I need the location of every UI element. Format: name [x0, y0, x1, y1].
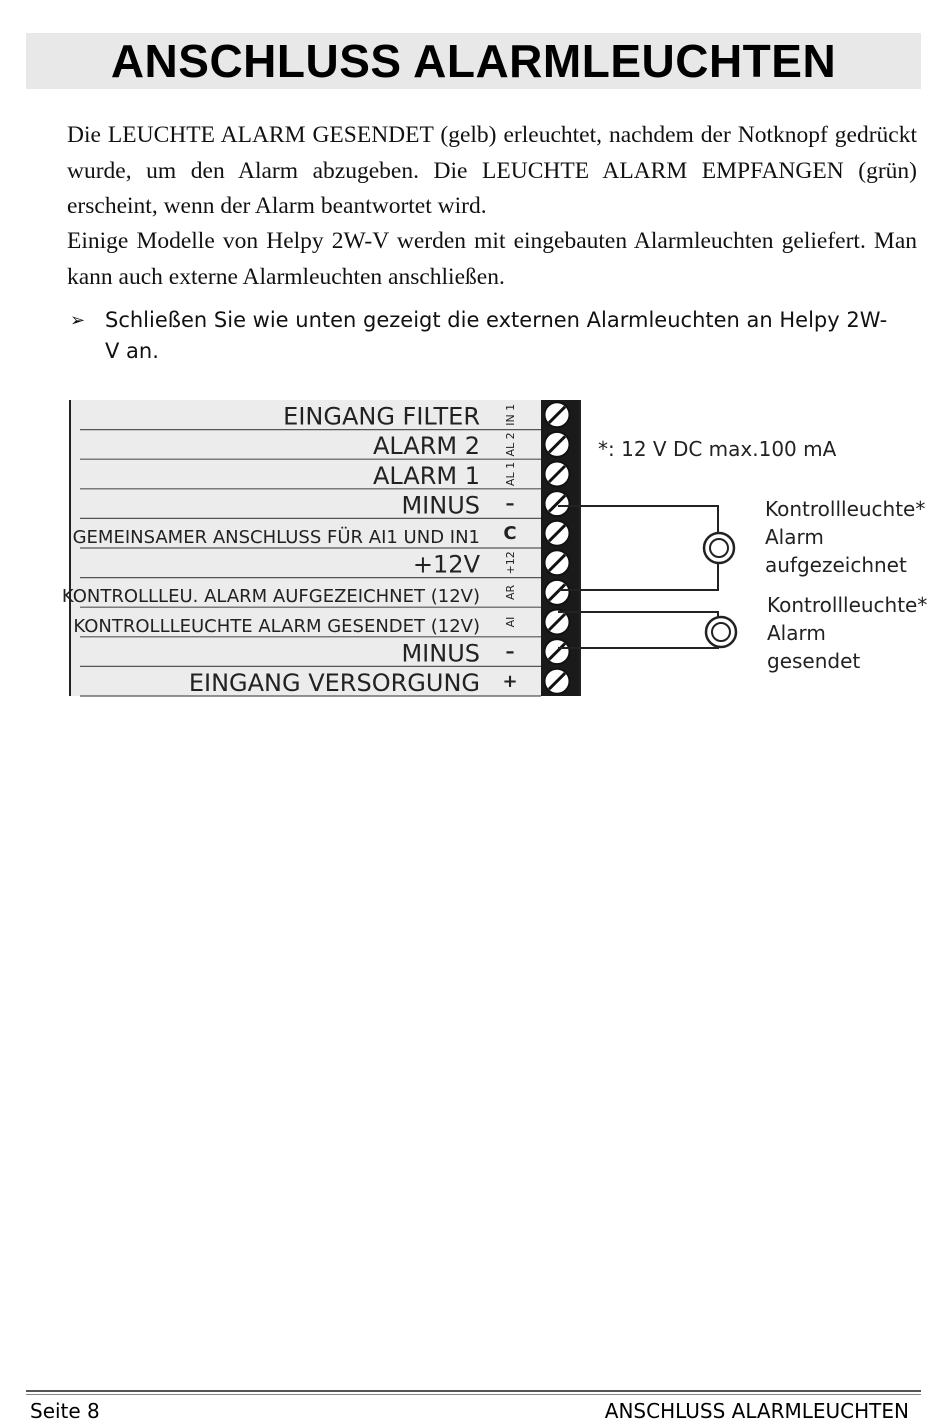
paragraph-1: Die LEUCHTE ALARM GESENDET (gelb) erleuchtet, nachdem der Notknopf gedrückt wurde, um den Alarm abzugeben. Die LEUCHTE ALARM EMPFANGEN (grün) erscheint, wenn der Alarm beantwortet wird.	[67, 122, 917, 219]
screw-terminal-icon	[545, 550, 570, 575]
terminal-label: MINUS	[401, 639, 480, 668]
screw-terminal-icon	[545, 432, 570, 457]
terminal-label: +12V	[412, 550, 480, 579]
screw-terminal-icon	[545, 491, 570, 516]
screw-terminal-icon	[545, 669, 570, 694]
terminal-label: GEMEINSAMER ANSCHLUSS FÜR AI1 UND IN1	[72, 527, 480, 548]
voltage-note: *: 12 V DC max.100 mA	[598, 437, 837, 461]
lamp-recorded-label	[765, 497, 925, 577]
terminal-block	[62, 400, 580, 697]
terminal-code: IN 1	[504, 403, 517, 426]
page-title: ANSCHLUSS ALARMLEUCHTEN	[110, 35, 837, 87]
screw-terminal-icon	[545, 462, 570, 487]
screw-terminal-icon	[545, 580, 570, 605]
screw-terminal-icon	[545, 639, 570, 664]
screw-terminal-icon	[545, 402, 570, 427]
instruction-bullet	[70, 305, 900, 367]
screw-terminal-icon	[545, 521, 570, 546]
terminal-code: AI	[504, 616, 517, 628]
terminal-label: EINGANG FILTER	[283, 402, 480, 431]
lamp-sent-label	[767, 593, 927, 673]
terminal-label: KONTROLLLEUCHTE ALARM GESENDET (12V)	[73, 615, 480, 637]
lamp-recorded-line-2: Alarm	[765, 525, 824, 549]
terminal-code: +12	[504, 551, 517, 575]
lamp-recorded-line-3: aufgezeichnet	[765, 553, 907, 577]
terminal-label: MINUS	[401, 491, 480, 520]
terminal-label: ALARM 2	[372, 432, 480, 461]
terminal-code: +	[502, 671, 518, 693]
title-bar	[26, 33, 921, 89]
footer-rule-thin	[26, 1394, 921, 1395]
terminal-label: KONTROLLLEU. ALARM AUFGEZEICHNET (12V)	[61, 586, 480, 608]
wiring-diagram	[60, 390, 940, 710]
terminal-label: EINGANG VERSORGUNG	[188, 669, 480, 697]
paragraph-2: Einige Modelle von Helpy 2W-V werden mit eingebauten Alarmleuchten geliefert. Man kann auch externe Alarmleuchten anschließen.	[67, 228, 917, 290]
terminal-code: AL 2	[504, 432, 517, 457]
footer-rule	[26, 1390, 921, 1392]
lamp-sent-icon	[706, 617, 736, 647]
terminal-code: –	[505, 493, 515, 515]
page-number: Seite 8	[30, 1399, 100, 1423]
lamp-recorded-wires	[558, 506, 718, 648]
lamp-recorded-line-1: Kontrollleuchte*	[765, 497, 926, 521]
lamp-sent-line-1: Kontrollleuchte*	[767, 593, 928, 617]
lamp-recorded-icon	[704, 533, 734, 563]
terminal-label: ALARM 1	[372, 461, 480, 490]
footer-section-title: ANSCHLUSS ALARMLEUCHTEN	[604, 1399, 909, 1423]
terminal-code: AL 1	[504, 461, 517, 487]
arrow-bullet-icon: ➢	[70, 310, 86, 331]
terminal-code: –	[505, 641, 515, 663]
screw-terminal-icon	[545, 610, 570, 635]
lamp-sent-line-3: gesendet	[767, 649, 861, 673]
terminal-code: AR	[504, 584, 517, 600]
instruction-text: Schließen Sie wie unten gezeigt die externen Alarmleuchten an Helpy 2W-V an.	[105, 308, 888, 363]
terminal-code: C	[503, 523, 517, 545]
lamp-sent-line-2: Alarm	[767, 621, 826, 645]
